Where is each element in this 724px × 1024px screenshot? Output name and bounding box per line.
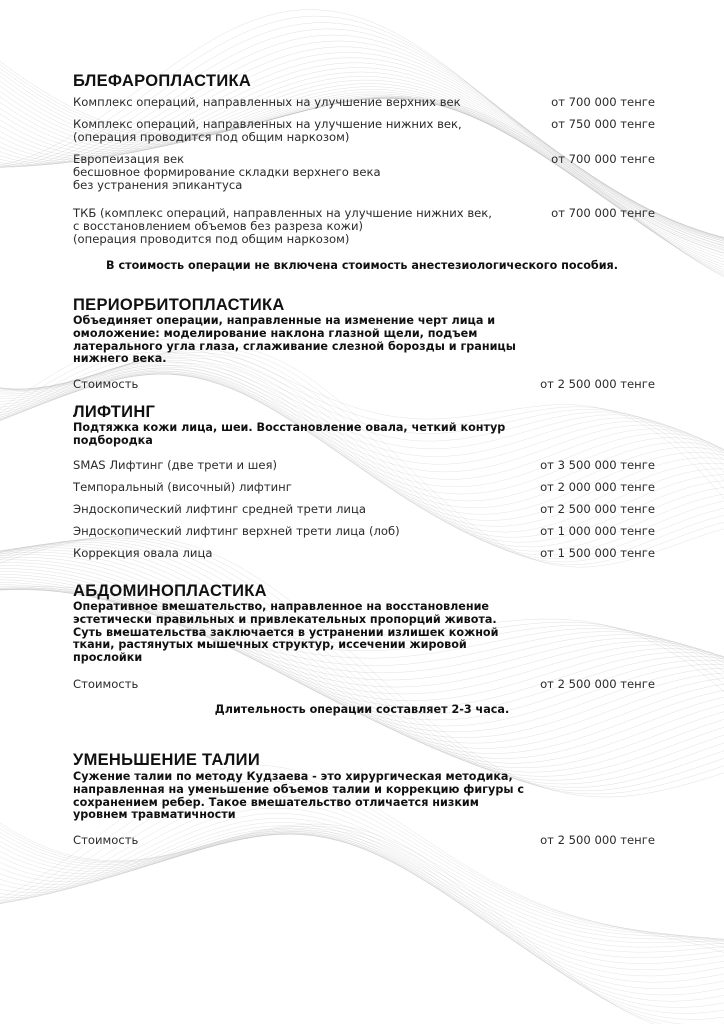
service-price: от 1 500 000 тенге	[540, 546, 655, 560]
service-name: Комплекс операций, направленных на улучшение нижних век, (операция проводится под общим наркозом)	[73, 117, 462, 144]
section-title-waist-reduction: УМЕНЬШЕНИЕ ТАЛИИ	[73, 751, 260, 769]
service-name: Эндоскопический лифтинг средней трети лица	[73, 502, 366, 516]
service-name: Европеизация век бесшовное формирование складки верхнего века без устранения эпикантуса	[73, 152, 381, 192]
service-price: от 2 500 000 тенге	[540, 833, 655, 847]
duration-note: Длительность операции составляет 2-3 часа.	[214, 703, 510, 716]
section-title-abdominoplasty: АБДОМИНОПЛАСТИКА	[73, 582, 267, 600]
service-price: от 2 500 000 тенге	[540, 677, 655, 691]
section-description: Оперативное вмешательство, направленное на восстановление эстетически правильных и привлекательных пропорций живота. Суть вмешательства заключается в устранении излишек кожной ткани, растянутых мышечных структур, иссечении жировой прослойки	[73, 600, 499, 665]
service-name: Стоимость	[73, 833, 139, 847]
section-title-blepharoplasty: БЛЕФАРОПЛАСТИКА	[73, 72, 252, 90]
service-price: от 2 000 000 тенге	[540, 480, 655, 494]
service-name: Комплекс операций, направленных на улучшение верхних век	[73, 95, 461, 109]
service-name: Коррекция овала лица	[73, 546, 213, 560]
section-description: Сужение талии по методу Кудзаева - это хирургическая методика, направленная на уменьшение объемов талии и коррекцию фигуры с сохранением ребер. Такое вмешательство отличается низким уровнем травматичности	[73, 770, 524, 822]
service-name: Стоимость	[73, 377, 139, 391]
section-description: Подтяжка кожи лица, шеи. Восстановление овала, четкий контур подбородка	[73, 421, 506, 447]
service-name: Темпоральный (височный) лифтинг	[73, 480, 292, 494]
section-title-lifting: ЛИФТИНГ	[73, 403, 156, 421]
service-price: от 750 000 тенге	[551, 117, 655, 131]
service-price: от 3 500 000 тенге	[540, 458, 655, 472]
service-name: ТКБ (комплекс операций, направленных на улучшение нижних век, с восстановлением объемов без разреза кожи) (операция проводится под общим наркозом)	[73, 206, 492, 246]
service-price: от 1 000 000 тенге	[540, 524, 655, 538]
service-price: от 700 000 тенге	[551, 206, 655, 220]
service-price: от 700 000 тенге	[551, 152, 655, 166]
service-price: от 700 000 тенге	[551, 95, 655, 109]
service-name: Стоимость	[73, 677, 139, 691]
section-title-periorbitoplasty: ПЕРИОРБИТОПЛАСТИКА	[73, 296, 285, 314]
service-name: Эндоскопический лифтинг верхней трети лица (лоб)	[73, 524, 400, 538]
anesthesia-note: В стоимость операции не включена стоимость анестезиологического пособия.	[106, 259, 618, 272]
service-price: от 2 500 000 тенге	[540, 502, 655, 516]
service-name: SMAS Лифтинг (две трети и шея)	[73, 458, 278, 472]
section-description: Объединяет операции, направленные на изменение черт лица и омоложение: моделирование наклона глазной щели, подъем латерального угла глаза, сглаживание слезной борозды и границы нижнего века.	[73, 314, 516, 366]
service-price: от 2 500 000 тенге	[540, 377, 655, 391]
